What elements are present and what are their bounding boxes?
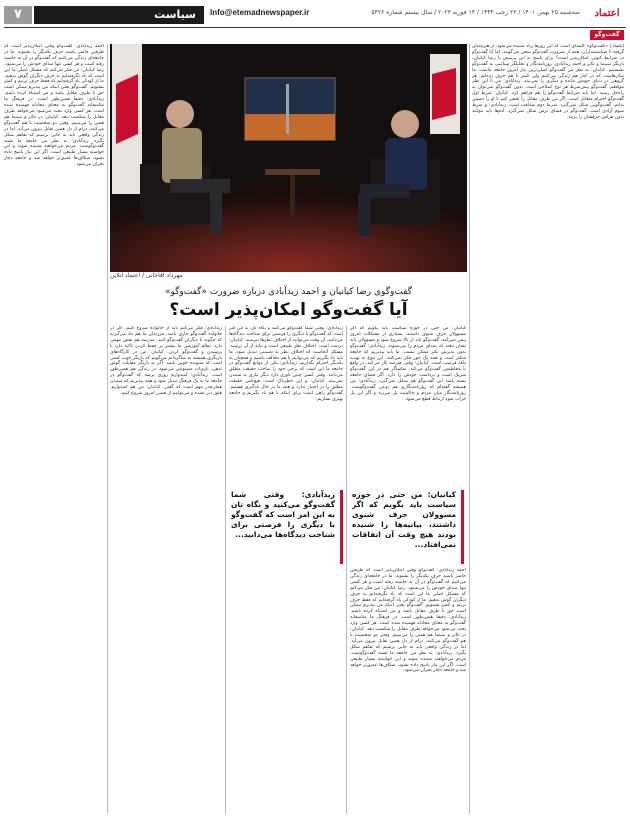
article-column-4-continued [350, 568, 466, 814]
pull-quote-text: زیدآبادی: وقتی شما گفت‌وگو می‌کنید و نگاه تان به این امر است که گفت‌وگو با دیگری را فرصتی برای شناخت دیدگاه‌ها می‌دانید... [231, 490, 335, 539]
page-header [0, 0, 630, 28]
column-text: احمد زیدآبادی: گفت‌وگو وقتی امکان‌پذیر است که طرفین حاضر باشند حرف یکدیگر را بشنوند. ما در جامعه‌ای زندگی می‌کنیم که گفت‌وگو در آن به حاشیه رفته است و هر کسی تنها صدای خودش را می‌شنود. رضا کیانیان: من فکر می‌کنم که مشکل اصلی ما این است که یاد نگرفته‌ایم به حرف دیگران گوش بدهیم. ما از کودکی یاد گرفته‌ایم که فقط حرف بزنیم و کمتر بشنویم. گفت‌وگو یعنی اینکه من بپذیرم ممکن است حق با طرف مقابل باشد و من اشتباه کرده باشم. زیدآبادی: دقیقا همین‌طور است. در فرهنگ ما متاسفانه گفت‌وگو به معنای مجادله فهمیده شده است. هر کسی وارد بحث می‌شود می‌خواهد طرف مقابل را شکست دهد. کیانیان: در تئاتر و سینما هم همین را می‌بینیم. وقتی دو شخصیت با هم گفت‌وگو می‌کنند، درام از دل همین تقابل بیرون می‌آید. اما در زندگی واقعی باید به جایی برسیم که تفاهم شکل بگیرد. زیدآبادی: به نظر من جامعه ما تشنه گفت‌وگوست. مردم می‌خواهند شنیده شوند و این خواسته بسیار طبیعی است. اگر این نیاز پاسخ داده نشود، شکاف‌ها عمیق‌تر خواهد شد و جامعه دچار بحران می‌شود. [350, 568, 466, 674]
interview-photo [110, 44, 467, 272]
header-rule [4, 27, 626, 28]
column-text: اعتماد | «گفت‌وگو» کلمه‌ای است که این روزها زیاد شنیده می‌شود. از هنرمندان گرفته تا سیاستمداران، همه از ضرورت گفت‌وگو سخن می‌گویند. اما آیا گفت‌وگو در شرایط کنونی امکان‌پذیر است؟ برای پاسخ به این پرسش با رضا کیانیان، بازیگر سینما و تئاتر و احمد زیدآبادی، روزنامه‌نگار و تحلیلگر سیاسی به گفت‌وگو نشستیم. کیانیان: به نظر من گفت‌وگو اصلی‌ترین نیاز امروز جامعه ماست. ما سال‌هاست که در کنار هم زندگی می‌کنیم ولی کمتر با هم حرف زده‌ایم. هر گروهی در دنیای خودش مانده و دیگری را نمی‌بیند. زیدآبادی: من با این نظر موافقم. گفت‌وگو پیش‌شرط هر نوع اصلاحی است. بدون گفت‌وگو نمی‌توان به راه‌حل رسید. اما باید شرایط گفت‌وگو را هم فراهم کرد. کیانیان: شرط اول گفت‌وگو احترام متقابل است. اگر من طرف مقابل را تحقیر کنم یا او را دشمن بدانم، گفت‌وگویی شکل نمی‌گیرد. شرط دوم صداقت است. زیدآبادی: و شرط سوم آزادی است. گفت‌وگو در فضای ترس شکل نمی‌گیرد. آدم‌ها باید بتوانند بدون هراس حرفشان را بزنند. [472, 44, 624, 120]
article-headline: آیا گفت‌وگو امکان‌پذیر است؟ [169, 300, 408, 320]
pull-quote-bar [461, 490, 464, 564]
email-link[interactable]: Info@etemadnewspaper.ir [210, 8, 310, 17]
pull-quote [231, 490, 343, 564]
column-divider [225, 326, 226, 814]
page-number: ۷ [4, 6, 32, 24]
column-divider [346, 326, 347, 814]
column-divider [469, 44, 470, 814]
dateline: سه‌شنبه ۲۵ بهمن ۱۴۰۱ / ۲۳ رجب ۱۴۴۴ / ۱۴ فوریه ۲۰۲۳ / سال بیستم شماره ۵۴۲۶ [371, 9, 580, 16]
pull-quote [352, 490, 464, 564]
column-text: کیانیان: من حتی در حوزه سیاست باید بگویم که اگر مسوولان حرف شنوی داشتند، بسیاری از مشکلات امروز پیش نمی‌آمد. گفت‌وگو باید از بالا شروع شود و مسوولان باید نشان دهند که صدای مردم را می‌شنوند. زیدآبادی: گفت‌وگو بدون پذیرش تکثر ممکن نیست. ما باید بپذیریم که جامعه متکثر است و همه یک جور فکر نمی‌کنند. این تنوع نه تهدید بلکه فرصت است. کیانیان: وقتی هنرمند کار می‌کند، در واقع با مخاطبش گفت‌وگو می‌کند. تماشاگر هم در این گفت‌وگو شریک است و برداشت خودش را دارد. اگر فضای جامعه بسته باشد این گفت‌وگو هم شکل نمی‌گیرد. زیدآبادی: من همیشه گفته‌ام که روزنامه‌نگاری هم نوعی گفت‌وگوست. روزنامه‌نگار میان مردم و حاکمیت پل می‌زند و اگر این پل خراب شود ارتباط قطع می‌شود. [350, 326, 466, 402]
column-text: زیدآبادی: فکر می‌کنم باید از خانواده شروع کنیم. اگر در خانواده گفت‌وگو جاری باشد، فرزندان ما هم یاد می‌گیرند که چگونه با دیگران گفت‌وگو کنند. مدرسه هم نقش مهمی دارد. نظام آموزشی ما بیشتر بر حفظ کردن تاکید دارد تا پرسیدن و گفت‌وگو کردن. کیانیان: من در کارگاه‌های بازیگری همیشه به شاگردانم می‌گویم که بازیگر خوب کسی است که شنونده خوبی باشد. اگر به بازیگر مقابلت گوش ندهی، بازی‌ات مصنوعی می‌شود. در زندگی هم همین‌طور است. زیدآبادی: امیدوارم روزی برسد که گفت‌وگو در جامعه ما به یک فرهنگ تبدیل شود و همه بپذیریم که شنیدن همان‌قدر مهم است که گفتن. کیانیان: من هم امیدوارم. هنوز دیر نشده و می‌توانیم از همین امروز شروع کنیم. [110, 326, 222, 396]
photo-caption: مهرداد آقاخانی / اعتماد آنلاین [110, 272, 183, 279]
pull-quote-text: کیانیان: من حتی در حوزه سیاست باید بگویم که اگر مسوولان حرف شنوی داشتند، بیانیه‌ها را شنیده بودند هیچ وقت آن اتفاقات نمی‌افتاد... [352, 490, 456, 549]
column-text: زیدآبادی: وقتی شما گفت‌وگو می‌کنید و نگاه تان به این امر است که گفت‌وگو با دیگری را فرصتی برای شناخت دیدگاه‌ها می‌دانید، آن وقت می‌توانید از اختلاف نظرها نترسید. کیانیان: درست است. اختلاف نظر طبیعی است و نباید از آن ترسید. مشکل آنجاست که اختلاف نظر به دشمنی تبدیل شود. ما باید یاد بگیریم که می‌توانیم با هم مخالف باشیم و همچنان به یکدیگر احترام بگذاریم. زیدآبادی: یکی از موانع گفت‌وگو در جامعه ما این است که برخی خود را صاحب حقیقت مطلق می‌دانند. وقتی کسی چنین باوری دارد دیگر نیازی به شنیدن نمی‌بیند. کیانیان: و این خطرناک است. هیچ‌کس حقیقت مطلق را در اختیار ندارد و همه ما در حال یادگیری هستیم. گفت‌وگو راهی است برای اینکه با هم یاد بگیریم و جامعه بهتری بسازیم. [229, 326, 343, 402]
article-column-intro [472, 44, 624, 814]
article-column-1 [4, 44, 104, 814]
article-column-3 [229, 326, 343, 814]
section-title: سیاست [34, 6, 204, 24]
article-column-4 [350, 326, 466, 486]
article-column-2 [110, 326, 222, 814]
column-divider [107, 44, 108, 814]
pull-quote-bar [340, 490, 343, 564]
article-kicker: گفت‌وگوی رضا کیانیان و احمد زیدآبادی درباره ضرورت «گفت‌وگو» [164, 287, 413, 297]
column-text: احمد زیدآبادی: گفت‌وگو وقتی امکان‌پذیر است که طرفین حاضر باشند حرف یکدیگر را بشنوند. ما در جامعه‌ای زندگی می‌کنیم که گفت‌وگو در آن به حاشیه رفته است و هر کسی تنها صدای خودش را می‌شنود. رضا کیانیان: من فکر می‌کنم که مشکل اصلی ما این است که یاد نگرفته‌ایم به حرف دیگران گوش بدهیم. ما از کودکی یاد گرفته‌ایم که فقط حرف بزنیم و کمتر بشنویم. گفت‌وگو یعنی اینکه من بپذیرم ممکن است حق با طرف مقابل باشد و من اشتباه کرده باشم. زیدآبادی: دقیقا همین‌طور است. در فرهنگ ما متاسفانه گفت‌وگو به معنای مجادله فهمیده شده است. هر کسی وارد بحث می‌شود می‌خواهد طرف مقابل را شکست دهد. کیانیان: در تئاتر و سینما هم همین را می‌بینیم. وقتی دو شخصیت با هم گفت‌وگو می‌کنند، درام از دل همین تقابل بیرون می‌آید. اما در زندگی واقعی باید به جایی برسیم که تفاهم شکل بگیرد. زیدآبادی: به نظر من جامعه ما تشنه گفت‌وگوست. مردم می‌خواهند شنیده شوند و این خواسته بسیار طبیعی است. اگر این نیاز پاسخ داده نشود، شکاف‌ها عمیق‌تر خواهد شد و جامعه دچار بحران می‌شود. [4, 44, 104, 168]
section-tag: گفت‌وگو [590, 30, 624, 40]
newspaper-logo: اعتماد [594, 8, 620, 19]
